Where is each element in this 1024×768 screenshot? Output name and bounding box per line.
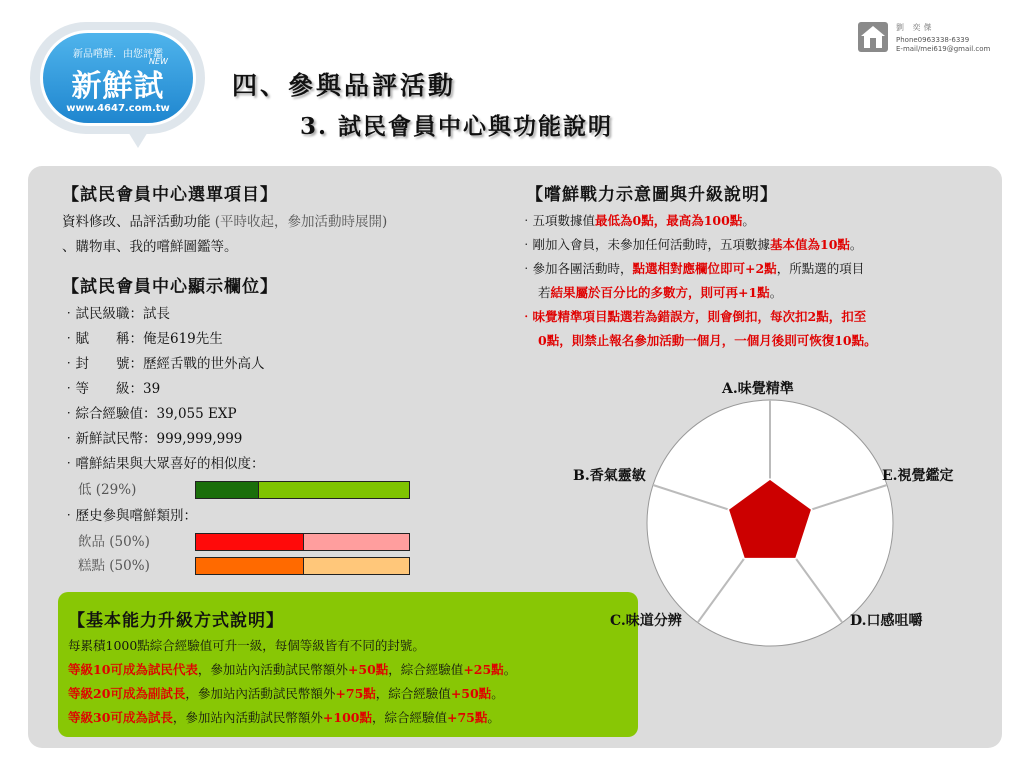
upgrade-coin-bonus: +50點 (347, 662, 389, 677)
contact-email: E-mail/mei619@gmail.com (896, 45, 991, 53)
upgrade-exp-bonus: +25點 (463, 662, 504, 677)
history-drinks-bar (195, 533, 410, 551)
radar-info-warning-2: 0點，則禁止報名參加活動一個月，一個月後則可恢復10點。 (538, 333, 877, 348)
radar-info-line (520, 235, 862, 253)
radar-info-highlight: 基本值為10點 (770, 237, 850, 252)
radar-info-line (520, 211, 755, 229)
upgrade-text: ，參加站內活動試民幣額外 (185, 686, 336, 701)
radar-label-d: D.口感咀嚼 (850, 613, 923, 629)
history-drinks-label: 飲品 (50%) (78, 534, 150, 550)
field-rank: ‧試民級職：試長 (62, 306, 170, 322)
field-nickname: ‧賦 稱：俺是619先生 (62, 331, 223, 347)
logo-url: www.4647.com.tw (66, 103, 170, 114)
similarity-bar-rest (259, 482, 409, 498)
upgrade-row (68, 708, 500, 726)
upgrade-text: 。 (503, 662, 517, 677)
upgrade-coin-bonus: +100點 (322, 710, 372, 725)
menu-line-2: 、購物車、我的嚐鮮圖鑑等。 (62, 239, 238, 255)
upgrade-heading: 【基本能力升級方式說明】 (68, 611, 284, 631)
radar-info-highlight: 結果屬於百分比的多數方，則可再+1點 (550, 285, 770, 300)
radar-info-highlight: 點選相對應欄位即可+2點 (632, 261, 777, 276)
logo-badge (40, 30, 196, 126)
upgrade-line-1: 每累積1000點綜合經驗值可升一級，每個等級皆有不同的封號。 (68, 638, 425, 653)
upgrade-text: 。 (487, 710, 500, 725)
upgrade-exp-bonus: +75點 (447, 710, 488, 725)
history-pastry-bar-rest (304, 558, 410, 574)
home-icon (858, 22, 888, 52)
upgrade-text: ，參加站內活動試民幣額外 (197, 662, 348, 677)
contact-phone: Phone0963338-6339 (896, 36, 970, 44)
history-label: ‧歷史參與嚐鮮類別： (62, 508, 197, 524)
logo-name: 新鮮試 (71, 69, 165, 104)
upgrade-rank: 等級20可成為副試長 (68, 686, 186, 701)
field-title: ‧封 號：歷經舌戰的世外高人 (62, 356, 265, 372)
radar-label-c: C.味道分辨 (610, 613, 682, 629)
similarity-label: 低 (29%) (78, 482, 137, 498)
similarity-bar (195, 481, 410, 499)
radar-info-heading: 【嚐鮮戰力示意圖與升級說明】 (526, 185, 778, 205)
menu-items-text: 資料修改、品評活動功能 (62, 214, 211, 230)
field-coins: ‧新鮮試民幣：999,999,999 (62, 431, 243, 447)
menu-line-1 (62, 210, 387, 230)
field-level: ‧等 級：39 (62, 381, 161, 397)
upgrade-rank: 等級10可成為試民代表 (68, 662, 198, 677)
field-similarity: ‧嚐鮮結果與大眾喜好的相似度： (62, 456, 265, 472)
radar-info-highlight: 最低為0點，最高為100點 (595, 213, 743, 228)
upgrade-text: ，綜合經驗值 (388, 662, 464, 677)
upgrade-text: ，綜合經驗值 (375, 686, 451, 701)
upgrade-coin-bonus: +75點 (335, 686, 376, 701)
radar-info-text: ，所點選的項目 (776, 261, 865, 276)
logo-new-badge: NEW (149, 57, 168, 66)
page-subtitle: 3. 試民會員中心與功能說明 (300, 113, 614, 140)
menu-note: (平時收起，參加活動時展開) (210, 214, 388, 230)
contact-name: 劉 奕傑 (896, 23, 935, 32)
radar-label-a: A.味覺精準 (722, 381, 794, 397)
upgrade-exp-bonus: +50點 (450, 686, 492, 701)
history-pastry-bar (195, 557, 410, 575)
radar-info-warning-1: ‧味覺精準項目點選若為錯誤方，則會倒扣，每次扣2點，扣至 (520, 309, 867, 324)
similarity-bar-fill (196, 482, 259, 498)
radar-info-text: ‧參加各團活動時， (520, 261, 633, 276)
history-pastry-bar-fill (196, 558, 304, 574)
upgrade-row (68, 684, 504, 702)
radar-info-text: 。 (769, 285, 783, 300)
radar-info-text: ‧五項數據值 (520, 213, 596, 228)
fields-heading: 【試民會員中心顯示欄位】 (62, 277, 278, 297)
radar-info-text: 。 (742, 213, 755, 228)
page-title: 四、參與品評活動 (232, 71, 457, 100)
radar-label-e: E.視覺鑑定 (882, 468, 954, 484)
upgrade-rank: 等級30可成為試長 (68, 710, 173, 725)
upgrade-text: ，參加站內活動試民幣額外 (172, 710, 323, 725)
history-drinks-bar-rest (304, 534, 410, 550)
upgrade-text: ，綜合經驗值 (372, 710, 448, 725)
upgrade-row (68, 660, 516, 678)
history-drinks-bar-fill (196, 534, 304, 550)
radar-info-text: ‧剛加入會員，未參加任何活動時，五項數據 (520, 237, 771, 252)
history-pastry-label: 糕點 (50%) (78, 558, 150, 574)
logo-slogan: 新品嚐鮮．由您評鑑 (73, 49, 163, 60)
menu-heading: 【試民會員中心選單項目】 (62, 185, 278, 205)
radar-info-line (538, 283, 782, 301)
site-logo[interactable] (30, 22, 210, 150)
upgrade-text: 。 (491, 686, 504, 701)
radar-info-line (520, 259, 864, 277)
radar-info-text: 若 (538, 285, 551, 300)
field-exp: ‧綜合經驗值：39,055 EXP (62, 406, 237, 422)
radar-label-b: B.香氣靈敏 (573, 468, 646, 484)
radar-info-text: 。 (849, 237, 863, 252)
